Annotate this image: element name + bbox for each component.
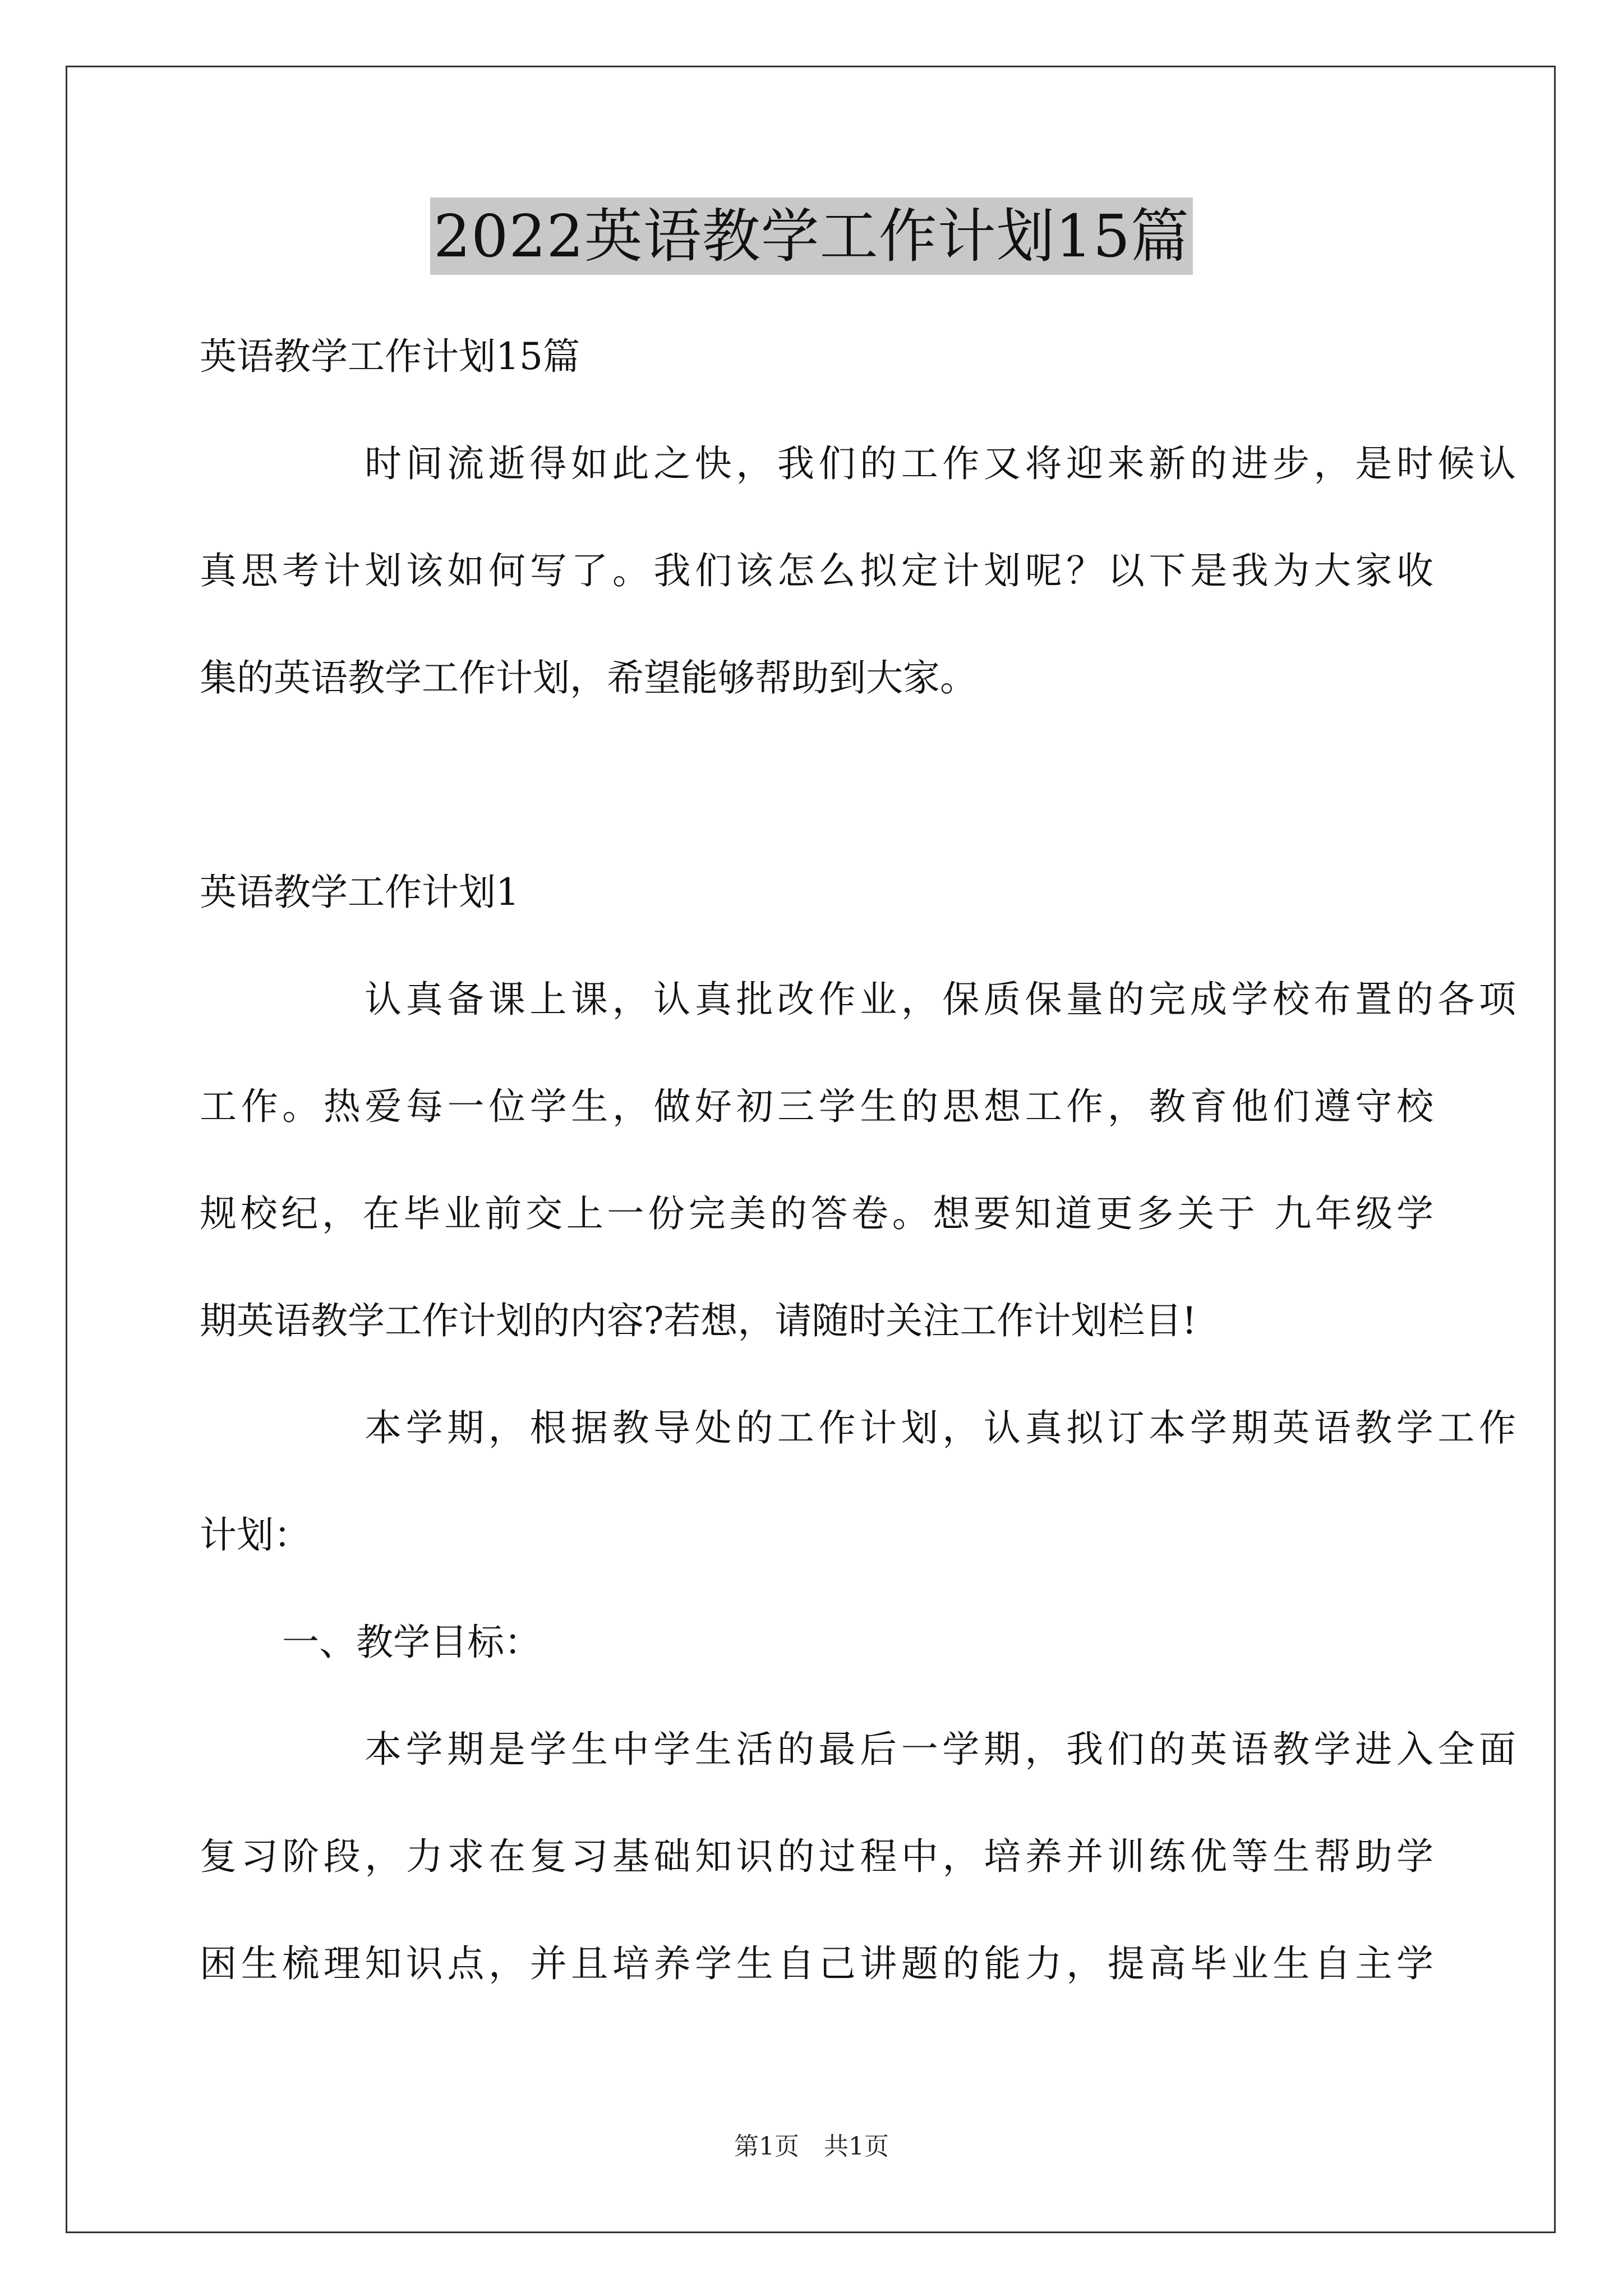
document-body [200, 303, 1516, 2017]
subtitle-line: 英语教学工作计划15篇 [200, 335, 580, 378]
blank-line [200, 731, 1433, 839]
page-number-footer: 第1页 共1页 [734, 2132, 889, 2161]
paragraph-line: 本学期，根据教导处的工作计划，认真拟订本学期英语教学工作 [365, 1406, 1516, 1450]
title-container [0, 197, 1623, 275]
document-title: 2022英语教学工作计划15篇 [430, 197, 1193, 275]
paragraph-line: 认真备课上课，认真批改作业，保质保量的完成学校布置的各项 [365, 978, 1516, 1021]
subsection-heading: 一、教学目标： [282, 1621, 541, 1664]
paragraph-line: 集的英语教学工作计划，希望能够帮助到大家。 [200, 656, 977, 700]
paragraph-line: 期英语教学工作计划的内容?若想，请随时关注工作计划栏目! [200, 1299, 1197, 1342]
paragraph-line: 时间流逝得如此之快，我们的工作又将迎来新的进步，是时候认 [365, 442, 1516, 485]
paragraph-line: 规校纪，在毕业前交上一份完美的答卷。想要知道更多关于 九年级学 [200, 1192, 1433, 1235]
section-heading: 英语教学工作计划1 [200, 871, 519, 914]
paragraph-line: 困生梳理知识点，并且培养学生自己讲题的能力，提高毕业生自主学 [200, 1942, 1433, 1985]
paragraph-line: 本学期是学生中学生活的最后一学期，我们的英语教学进入全面 [365, 1728, 1516, 1771]
paragraph-line: 工作。热爱每一位学生，做好初三学生的思想工作，教育他们遵守校 [200, 1085, 1433, 1128]
paragraph-line: 真思考计划该如何写了。我们该怎么拟定计划呢？以下是我为大家收 [200, 549, 1433, 592]
paragraph-line: 计划： [200, 1513, 311, 1557]
paragraph-line: 复习阶段，力求在复习基础知识的过程中，培养并训练优等生帮助学 [200, 1835, 1433, 1878]
